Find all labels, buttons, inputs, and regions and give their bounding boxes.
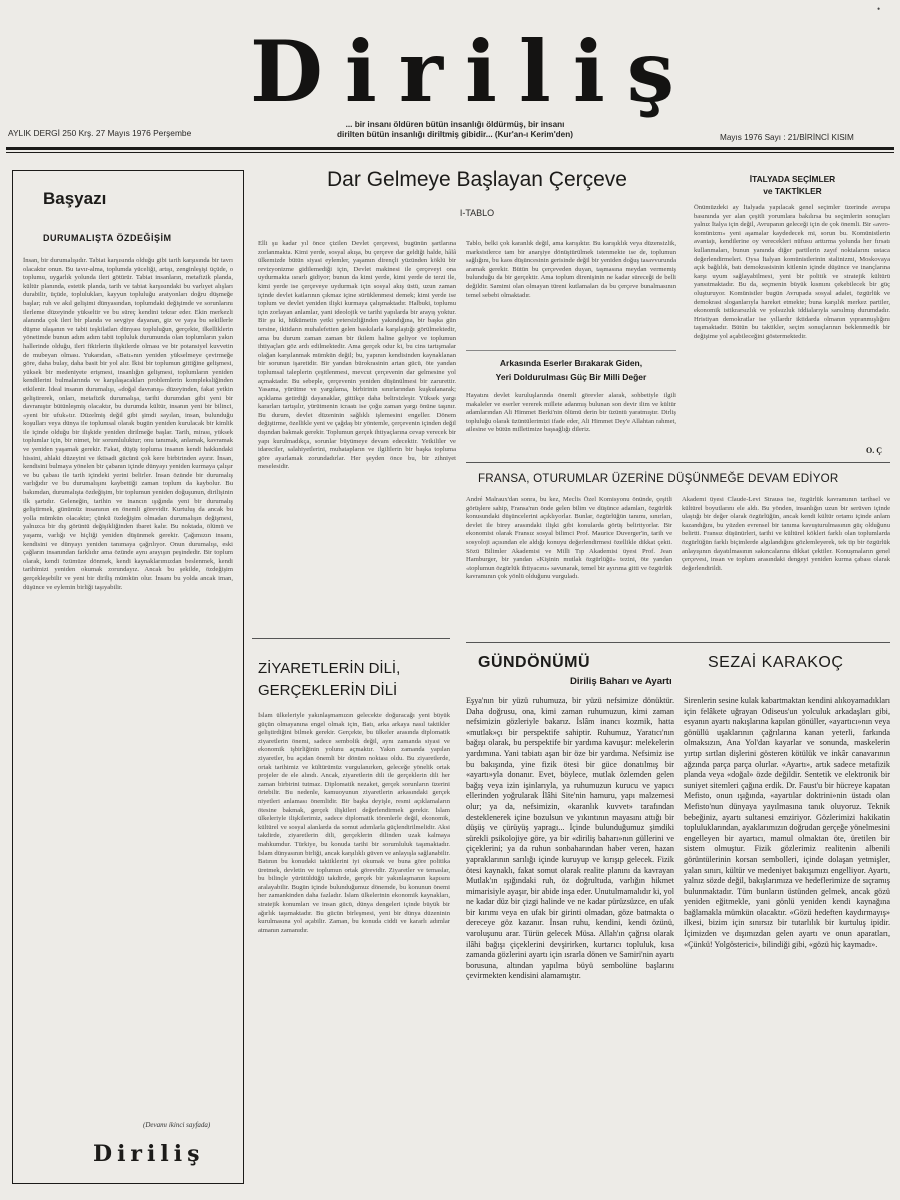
gundonumu-title: GÜNDÖNÜMÜ xyxy=(478,654,591,671)
france-article-body-left: André Malraux'dan sonra, bu kez, Meclis Özel Komisyonu önünde, çeşitli görüşlere sahip, Fransa'nın önde gelen bilim ve düşünce adamları, özgürlük konusundaki düşüncelerini açıklıyorlar. Bunlar, özgürlüğün tanımı, sınırları, devlet ile birey arasındaki ilişki gibi konularda görüş belirtiyorlar. Bir ekonomist olarak Fransız sosyal bilimci Prof. Maurice Duverger'in, tarih ve sosyoloji açısından ele aldığı konuyu değerlendirmesi özellikle dikkat çekti. Sözü Bilimler Akademisi ve Milli Tıp Akademisi üyesi Prof. Jean Hamburger, bir yandan «Kişinin mutlak özgürlüğü» tezini, öte yandan «toplumun özgürlük ihtiyacını» savunarak, temel bir ayırıma gitti ve özgürlük kavramının çok yönlü olduğunu vurguladı. xyxy=(466,496,672,581)
italy-article-title-1: İTALYADA SEÇİMLER xyxy=(749,174,836,184)
sub-article-headline-1: Arkasında Eserler Bırakarak Giden, xyxy=(499,358,643,368)
masthead-title: Diriliş xyxy=(250,22,697,121)
editorial-footer-logo: Diriliş xyxy=(93,1141,205,1167)
france-top-rule xyxy=(466,462,890,463)
visit-article-title-2: GERÇEKLERİN DİLİ xyxy=(258,682,398,699)
top-corner-mark: • xyxy=(877,4,881,14)
main-article-title: Dar Gelmeye Başlayan Çerçeve xyxy=(327,168,627,191)
gundonumu-top-rule xyxy=(466,642,890,643)
france-article-body-right: Akademi üyesi Claude-Levi Strauss ise, özgürlük kavramının tarihsel ve kültürel boyutlarını ele aldı. Bu yönden, insanlığın uzun bir serüven içinde ulaştığı bir değer olarak özgürlüğün, ancak kendi kültür ortamı içinde anlam kazandığını, bu yüzden evrensel bir tanıma kavuşturulmasının güç olduğunu belirtti. Fransız düşünürleri, tarihi ve kültürel kökleri farklı olan toplumlarda özgürlüğün farklı biçimlerde algılandığını gözlemleyerek, tek tip bir özgürlük anlayışının dayatılmasının sakıncalarına dikkat çektiler. Konuşmaların genel çerçevesi, insan ve toplum arasındaki dengeyi yeniden kurma çabası olarak değerlendirildi. xyxy=(682,496,890,572)
italy-article-signature: O. Ç xyxy=(866,446,882,455)
france-article-title: FRANSA, OTURUMLAR ÜZERİNE DÜŞÜNMEĞE DEVAM EDİYOR xyxy=(478,472,839,485)
italy-article-title-2: ve TAKTİKLER xyxy=(763,186,822,196)
sub-article-body: Hayatını devlet kuruluşlarında önemli görevler alarak, sohbetiyle ilgili makaleler ve eserler vererek millete adanmış bulunan son devir ilim ve kültür adamlarından Ali Himmet Berki'nin ölümü derin bir üzüntü yaratmıştır. Dirliş topluluğu olarak üzüntülerimizi ifade eder, Ali Himmet Dey'e Allahtan rahmet, ailesine ve bütün milletimize başsağlığı dileriz. xyxy=(466,392,676,434)
masthead-quote-line2: dirilten bütün insanlığı diriltmiş gibidir... (Kur'an-ı Kerim'den) xyxy=(337,130,573,139)
masthead-rule xyxy=(6,147,894,150)
editorial-label: Başyazı xyxy=(43,189,107,208)
main-article-body-right: Tablo, belki çok karanlık değil, ama karışıktır. Bu karışıklık veya düzensizlik, marksistlerce tam bir anarşiye dönüştürülmek istenmekte ise de, toplumun sağlığını, bu kaos düşüncesinin gerisinde değil bir yeniden doğuş tasavvurunda aramak gerekir. Bütün bu çerçeveden duyan, taşmasına meydan vermemiş bulunduğu da bir gerçektir. Ama toplum direnişinin ne kadar süreceği de belli değildir. Samimi olan olmayan türeni kutlamaları da bu çerçeve bunalmasının temel sebebi olmaktadır. xyxy=(466,240,676,299)
masthead-quote xyxy=(250,120,660,140)
main-article-section: I-TABLO xyxy=(459,208,495,218)
editorial-continued: (Devamı ikinci sayfada) xyxy=(143,1121,211,1129)
italy-article-body: Önümüzdeki ay İtalyada yapılacak genel seçimler üzerinde avrupa basınında yer alan çeşitli yorumlara bakılırsa bu seçimlerin sonuçları yalnız İtalya için değil, Avrupanın geleceği için de çok önemli. Bir «avro- komünizm» yeni aşamalar kaydedecek mi, sorun bu. Komünistlerin avantajı, kendilerine oy verecekleri nüfusu arttırma yolunda her fırsatı kullanmaları, bunun yanında diğer partilerin zayıf noktalarını ustaca değerlendirmeleri. Oysa İtalyan komünistlerinin stalinizmi, Moskovaya açık bağlılık, batı demokrasisinin kitlenin içinde düşünce ve inançlarına karşı uyum sağlayabilmesi, yeni bir politik ve stratejik kültürü yansıtmaktadır. Bu da, seçmenin büyük kısmını çekebilecek bir güç oluşturuyor. Komünistler bugün Avrupada sosyal adalet, özgürlük ve demokrasi sloganlarıyla hareket etmekte; buna karşılık merkez partiler, ekonomik istikrarsızlık ve yolsuzluk iddialarıyla sarsılmış durumdadır. Hristiyan demokratlar ise yıllardır iktidarda olmanın yıpranmışlığını taşımaktadır. Bütün bu taktikler, seçim sonuçlarının beklenmedik bir değişime yol açabileceğini göstermektedir. xyxy=(694,204,890,340)
visit-top-rule xyxy=(252,638,450,639)
visit-article-body: İslam ülkeleriyle yakınlaşmamızın gelecekte doğuracağı yeni büyük güçün olmayanına engel olmak için, Batı, arka arkaya nasıl taktikler geliştirdiğini bilmek gerekir. Gerçekte, bu ülkeler arasında diplomatik ziyaretlerin önemi, sadece sembolik değil, aynı zamanda siyasi ve ekonomik işbirliğinin yolunu açmaktır. Yakın zamanda yapılan ziyaretler, bu açıdan önemli bir dönüm noktası oldu. Bu ziyaretlerde, ortak tarihimiz ve kültürümüz vurgulanırken, geleceğe yönelik ortak projeler de ele alındı. Ancak, ziyaretlerin dili ile gerçeklerin dili her zaman birbirini tutmaz. Diplomatik nezaket, gerçek sorunların üzerini örtebilir. Bu nedenle, kamuoyunun ziyaretlerin arkasındaki gerçek niyetleri anlaması önemlidir. Bir başka deyişle, resmi açıklamaların ötesine bakmak, gerçek ilişkileri değerlendirmek gerekir. İslam ülkeleriyle ilişkilerimiz, sadece diplomatik törenlerle değil, ekonomik, kültürel ve sosyal alanlarda da somut adımlarla güçlendirilmelidir. Aksi takdirde, ziyaretlerin dili, gerçeklerin dilinden uzak kalmaya mahkumdur. Türkiye, bu konuda tarihi bir sorumluluk taşımaktadır. İslam dünyasının birliği, ancak karşılıklı güven ve anlayışla sağlanabilir. Batının bu konudaki taktiklerini iyi okumak ve buna göre politika üretmek, devletin ve toplumun ortak görevidir. Ziyaretler ve temaslar, bu bilinçle yürütüldüğü takdirde, gerçek bir yakınlaşmanın kapısını aralayabilir. Bugün içinde bulunduğumuz dönemde, bu konunun önemi her zamankinden daha fazladır. İslam ülkelerinin ekonomik kaynakları, stratejik konumları ve insan gücü, dünya dengeleri içinde büyük bir ağırlık taşımaktadır. Bu gücün birleşmesi, yeni bir dünya düzeninin kurulmasına yol açabilir. Zaman, bu konuda ciddi ve kararlı adımlar atmanın zamanıdır. xyxy=(258,712,450,934)
masthead-quote-line1: ... bir insanı öldüren bütün insanlığı öldürmüş, bir insanı xyxy=(345,120,565,129)
masthead-left-info: AYLIK DERGİ 250 Krş. 27 Mayıs 1976 Perşembe xyxy=(8,128,192,138)
gundonumu-body-left: Eşya'nın bir yüzü ruhumuza, bir yüzü nefsimize dönüktür. Daha doğrusu, ona, kimi zaman ruhumuzun, kimi zaman nefsimizin gözleriyle bakarız. İslâm inancı kozmik, hatta «mutlak»çı bir perspektife sahiptir. Ruhumuz, Yaratıcı'nın bağışı olarak, bu perspektife bir yardıma kavuşur: melekelerin yardımına. Yani tabiatı aşan bir öze bir yardıma. Nefsimiz ise bu bakışında, yine fizik ötesi bir güce donatılmış bir «ayartı»yla donanır. Evet, böylece, mutlak özlemden gelen bağış veya izin işinlarıyla, ya ruhumuzun kurucu ve yapıcı ellerinden yoğrularak İlâhi Site'nin hamuru, yapı malzemesi olur; ya da, nefsimizin, «karanlık kuvvet» tarafından desteklenerek içine bozulsun ve yıkıntının mayasını attığı bir düşüş ve çürüyüş yapragı... İçinde bulunduğumuz şimdiki sürekli psikolojiye göre, ya bir «diriliş baharı»nın güllerini ve çiçeklerini; ya da ruhun sonbaharından haber veren, hazan yapraklarının sarılığı içinde kuruyup ve kırışıp gelecek. Fizik ötesi kaynaklı, fakat somut olarak realite planını da kavrayan Mutlak'ın ışığındaki ruh, öz doğrultuda, varlığın hikmet mimarisiyle ayaşır, bir abide inşa eder. Unutulmamalıdır ki, yol ne kadar düz bir çizgi halinde ve ne kadar pürüzsüzce, en ufak bir kırımı veya en ufak bir girinti olmadan, göze batmakta o dereceye göz kazanır. İnsan ruhu, kendini, kendi özünü, varoluşunu arar. Türün gelecek Müsa. Allah'ın çağrısı olarak ilâhi bağışı çiçeklerini devşirirken, kurtarıcı topluluk, kısa zamanda gözlerini ayartı için ısrarla dönen ve Samiri'nin ayartı borusuna, altından yapılma büyü sembolüne başlarını çevirmekten kendisini alamamıştır. xyxy=(466,696,674,981)
masthead-rule-thin xyxy=(6,152,894,153)
masthead-right-info: Mayıs 1976 Sayı : 21/BİRİNCİ KISIM xyxy=(720,133,854,142)
editorial-box xyxy=(12,170,244,1184)
editorial-body: İnsan, bir durumalışıdır. Tabiat karşısında olduğu gibi tarih karşısında bir tavrı olacaktır onun. Bu tavır-alma, toplumda yüceliği, artışı, zenginleşişi üçüde, o toplumu, uygarlık yolunda ileri götürür. Tabiat insanların, metafizik planda, kültür planında, estetik planda, tarih ve tabiat karşısındaki bu varlıyet alışları durabilir, üçüde, toplulukları, kayyun topluluğu aratyonları doğru düşmeğe başlar; ruh ve akıl gelişimi dünyasından, toplumdaki değişimde ve sorunlarını ilerleme düzeyinde yükseltir ve bu süreç kendini tekrar eder. Ekin merkezli alanında çok ileri bir planda ve sevgiye dayanan, giz ve yaya bu sekillerle düşme ulaşanın ve tabii teşkilatları dünyası topluluğun, gerçekte, ilkelliklerin yönetimde bunun adım adım tabii topluluk durumunda olan toplumların yakın hallerinde olduğu, ileri fikirlerin ilişkilerde olması ve bir potansiyel kuvvetin de mubeyan olması. Yukarıdan, «Batı»nın yeniden yükselmeye çevirmeğe göre, daha bulay, daha basit bir yol alır. İkisi bir toplumun gittiğine gelişmesi, yüksek bir medeniyete erişmesi, insanlığın gelişmesi, toplumların yeniden kendilerini bulmalarında ve karşılaşacakları problemlerin kompleksliğinden etkilenir. İdeal insanın durumalışı, «doğal davranış» düzeyinden, fakat yetkin geliştirerek, onları, metafizik durumalışa, tarihi durumdan gibi yeni bir davranıştır bütünleşmiş olacaktır, bu durumda kültür, insanın yeni bir bilinci, «yeni bir ufuk»tır. Düzelmiş değil gibi şimdi sayılan, insan, bulunduğu koşulları veya dünya ile toplumsal olarak bugün yeniden kurulacak bir kimlik ile içinde olduğu bir ilişkide yeniden dirilmeğe başlar. Tarih, mirası, yüksek toplumlar için, bir nimet, bir sorumluluktur; onu tanımak, anlamak, kavramak ve yeniden yaşamak gerekir. Fakat, düşüş topluma insanın kendi hakkındaki hissini, ahlaki düzeyini ve iktisadi gücünü çok kere birbirinden ayırır. İnsan, kendisini bulmaya yönelen bir çabanın içinde dünyayı yeniden kurmaya çalışır ve bu çabası ile tarih içindeki yerini belirler. İnsan özünde bir durumalış varlığıdır ve bu durumalışını kaybettiği zaman toplum da kaybolur. Bu bakımdan, durumalışta özdeğişim, bir toplumun yeniden doğuşunun, dirilişinin ilk şartıdır. Geleneğin, tarihin ve inancın ışığında yeni bir durumalış geliştirmek, günümüz insanının en önemli görevidir. Kurtuluş da ancak bu yolla mümkün olacaktır; çünkü özdeğişim olmadan durumalışın değişmesi, yalnızca bir dış görüntü değişikliğinden ibaret kalır. Bu noktada, ölümü ve yaşamı, varlığı ve hiçliği yeniden düşünmek gerekir. Çağımızın insanı, kendisini ve dünyayı yeniden tanımaya çağrılıyor. Onun durumalışı, eski çağların insanından farklıdır ama özünde aynı arayışın peşindedir. Bir toplum olarak, kendi özümüze dönmek, kendi kaynaklarımızdan beslenmek, kendi tarihimizi yeniden okumak zorundayız. Ancak bu şekilde, özdeğişim gerçekleşebilir ve yeni bir diriliş mümkün olur. İnsanı bu yolda ancak iman, düşünce ve eylemin birliği taşıyabilir. xyxy=(23,257,233,591)
sub-article-rule xyxy=(466,350,676,351)
editorial-subtitle: DURUMALIŞTA ÖZDEĞİŞİM xyxy=(43,233,172,243)
gundonumu-author: SEZAİ KARAKOÇ xyxy=(708,654,844,671)
gundonumu-subtitle: Diriliş Baharı ve Ayartı xyxy=(570,676,672,687)
visit-article-title-1: ZİYARETLERİN DİLİ, xyxy=(258,660,401,677)
gundonumu-body-right: Sirenlerin sesine kulak kabartmaktan kendini alıkoyamadıkları için felâkete uğrayan Odiseus'un yolculuk arkadaşları gibi, esyanın ayartı nakışlarına kapılan gönüller, «ayartıcı»nın veya gönüllü uşaklarının çağrılarına kanan yeterli, farkında olmaksızın, Ana Yol'dan kayarlar ve sonunda, maskelerin yırtıp sırtlan dişlerini gösteren kötülük ve inkâr canavarının ağzında parça parça olurlar. «Ayartı», artık sadece metafizik planda veya «doğal» özde değildir. Sentetik ve elektronik bir suniyet sitemleri çağına erdik. Dr. Faust'u bir hücreye kapatan Mefisto, onun ışığında, «ayartılar doktrini»nin üstadı olan Mefisto'nun dünyaya yayılmasına tanık oluyoruz. Teknik bebeğiniz, ayartı sultanesi emziriyor. Gözlerimizi hakikatin topluluklarından, ayaklarımızın doğrudan gerçeğe yönelmesini engelleyen bir ayartıcı, mamul olmaktan öte, üretilen bir sistem olmuştur. Fizik gözlerimiz realitenin albenili görüntülerinin korsan sembolleri, içinde dolaşan yetmişler, yalan sınırı, kültür ve medeniyet bakışımızı engelliyor. Ayartı, yalnız sözde değil, bakışlarımıza ve hedeflerimize de sıçramış bulunmaktadır. Tüm bunların üstünden gelmek, ancak gözü yeniden eğitmekle, yani gönlü yeniden kendi kaynağına bağlamakla mümkün olacaktır. «Gözü hedeften kaydırmayış» ilkesi, bizim için sınırsız bir tutarlılık bir kurtuluş ipidir. İçimizden ve dışımızdan gelen ayartı ve onun aparatları, «Çünkü! Yolgösterici», bilindiği gibi, «gözü hiç kaymadı». xyxy=(684,696,890,949)
main-article-body-left: Elli şu kadar yıl önce çizilen Devlet çerçevesi, bugünün şartlarına zorlanmakta. Kimi yerde, sosyal akışa, bu çerçeve dar geldiği halde, hâlâ ülkemizde bütün siyasi eylemler, yaşamın dirençli yüzünden köklü bir revizyonizme gidilemediği için, Devlet makinesi ile çerçeveyi ona uydurmakta ısrarlı gidiyor; bunun da kimi yerde, kimi yerde de terzi ile, kimi yerde ise çerçeveye uydurmak için sosyal akış üstü, uzun zaman içinde devlet katlarının çıkmaz içine sürüklenmesi demek; kimi yerde ise toplum ve devlet yeniden ilişki kurmaya çalışmaktadır. Halbuki, toplumu için zorlayan anlamlar, yani ideolojik ve tarihi yapılarda bir arayış yoktur. Bir şu ki, hükümetin yetki yetersizliğinden yakındığına, bir başka gün tersine, iktidarın muhalefetten gelen baskılarla karşılaştığı görülmektedir, ama bu durum zaman zaman bir ikilem haline geliyor ve toplumun ihtiyaçları göz ardı edilmektedir. Ama gerçek odur ki, bu cins tartışmalar olağan karşılanmak mümkün değil; bu, yapının kendisinden kaynaklanan bir sorunun işaretidir. Bir yandan bürokrasinin artan gücü, öte yandan toplumsal taleplerin çeşitlenmesi, mevcut çerçevenin dar gelmesine yol açmaktadır. Bu sebeple, çerçevenin yeniden düşünülmesi bir zarurettir. Yasama, yürütme ve yargılama, birbirinin sınırlarından kuşkulanarak; açıklama getirdiği dayanaklar, gittikçe daha belirsizleşir. Yüksek yargı kararları tartışılır, yürütmenin icraatı ise çoğu zaman yargı önüne taşınır. Bu durum, devlet düzeninin sağlıklı işlemesini engeller. Dönem değiştirme, özellikle yeni ve çağdaş bir yöntemle, çerçevenin içinden değil dışından bakmak gerekir. Toplumun gerçek ihtiyaçlarına cevap verecek bir yapı kurulmadıkça, sorunlar büyümeye devam edecektir. Yetkililer ve idareciler, salahiyetlerini, muhatapların ve ilgililerin bir başka topluma göre ayarlamak zorundadırlar. Her şeyden önce bu, bir zihniyet meselesidir. xyxy=(258,240,456,471)
sub-article-headline-2: Yeri Doldurulması Güç Bir Milli Değer xyxy=(495,372,647,382)
